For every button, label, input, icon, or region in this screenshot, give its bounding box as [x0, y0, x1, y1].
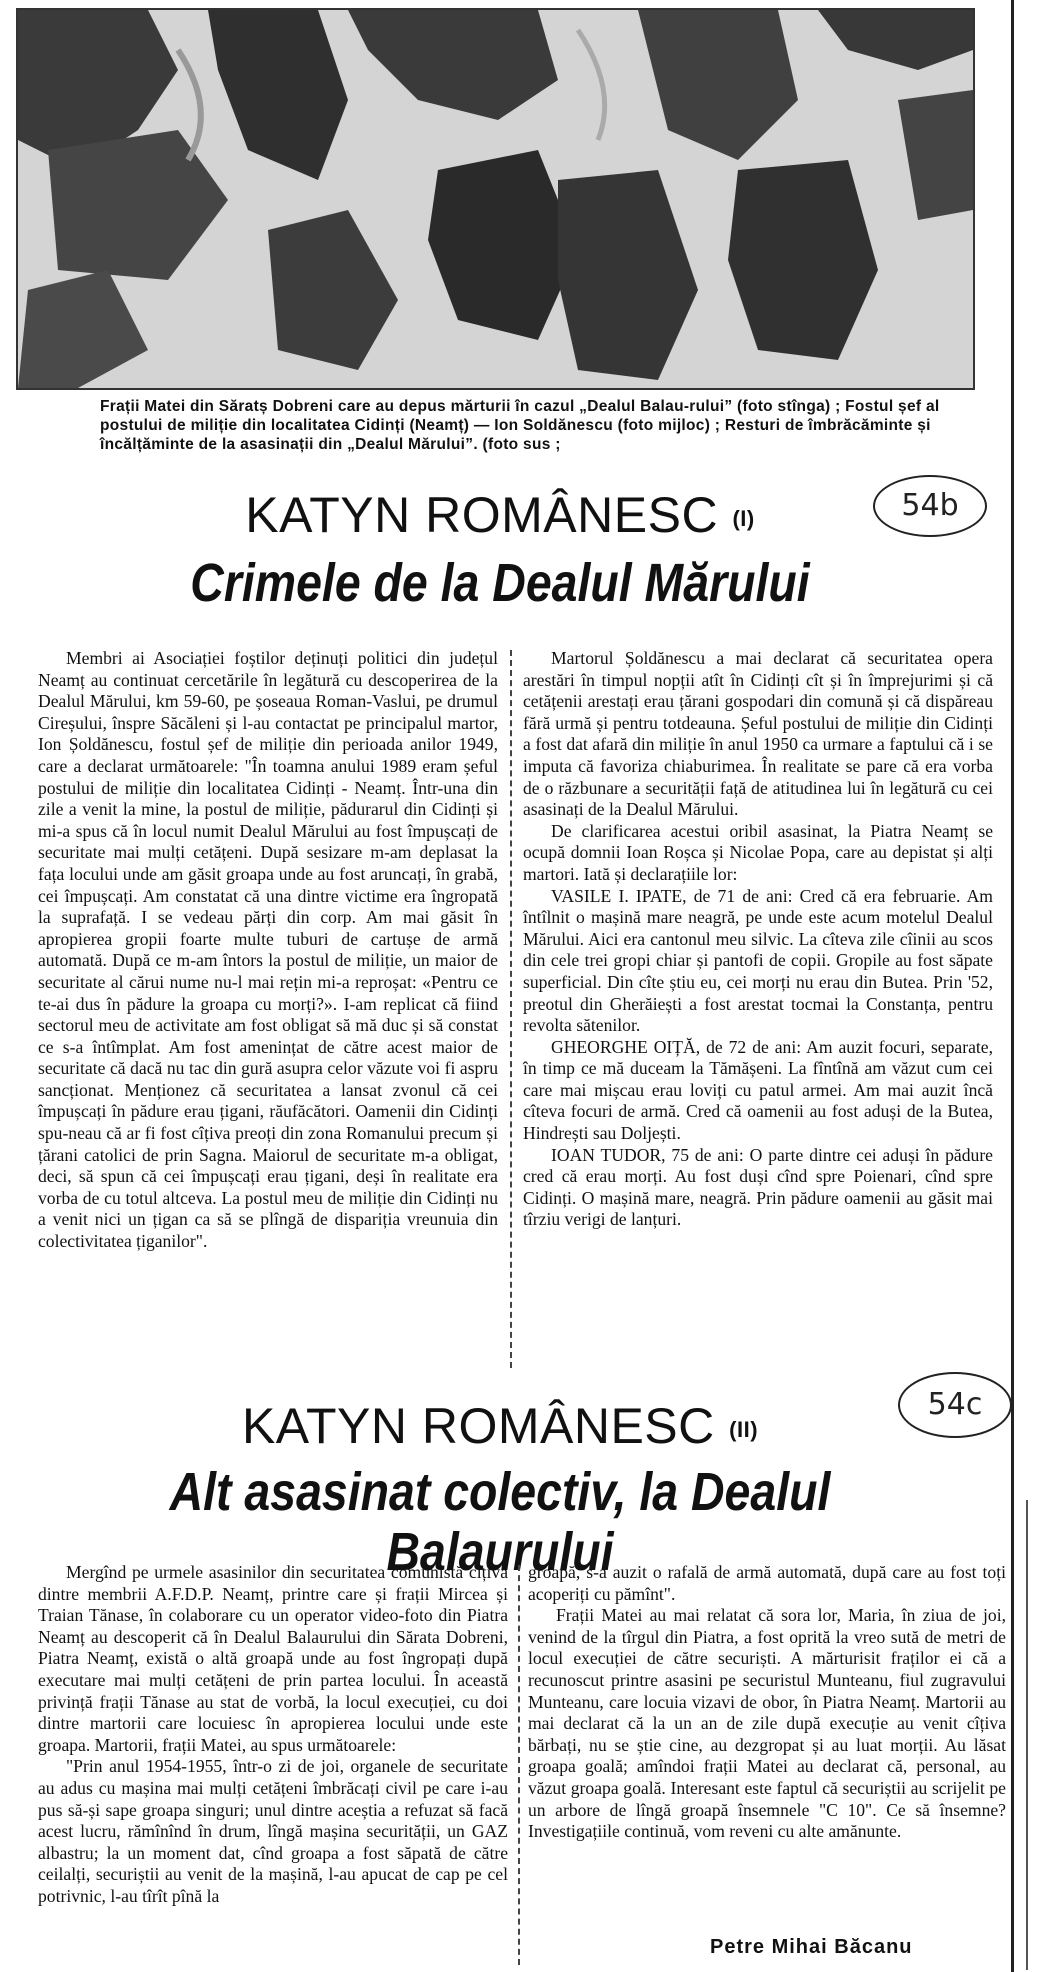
clothing-remains-photo: [16, 8, 975, 390]
page-edge-line: [1011, 0, 1014, 1972]
article1-right-paragraph: GHEORGHE OIȚĂ, de 72 de ani: Am auzit focuri, separate, în timp ce mă duceam la Tămășeni. La fîntînă am văzut cum cei care mai mișcau erau loviți cu patul armei. Am mai auzit încă cîteva focuri de armă. Cred că oamenii au fost aduși de la Butea, Hindrești sau Doljești.: [523, 1036, 993, 1144]
article2-signature: Petre Mihai Băcanu: [710, 1936, 913, 1958]
article1-right-column: [523, 648, 993, 1231]
photo-clothing-remains-icon: [18, 10, 973, 388]
article1-handwritten-note: 54b: [873, 475, 987, 537]
article1-right-paragraph: Martorul Șoldănescu a mai declarat că securitatea opera arestări în timpul nopții atît în Cidinți cît și în împrejurimi și că cetățenii arestați erau țărani gospodari din comună și că dispăreau fără urmă și pentru totdeauna. Șeful postului de miliție din Cidinți a fost dat afară din miliție în anul 1950 ca urmare a faptului că i se imputa că favoriza chiaburimea. În realitate se pare că era vorba de o răzbunare a securității față de atitudinea lui în legătură cu cei asasinați de la Dealul Mărului.: [523, 648, 993, 820]
article1-subtitle: Crimele de la Dealul Mărului: [190, 553, 810, 613]
photo-caption: Frații Matei din Săratș Dobreni care au depus mărturii în cazul „Dealul Balau-rului” (foto stînga) ; Fostul șef al postului de miliție din localitatea Cidinți (Neamț) — Ion Soldănescu (foto mijloc) ; Resturi de îmbrăcăminte și încălțăminte de la asasinații din „Dealul Mărului”. (foto sus ;: [100, 398, 940, 453]
page-edge-line-lower: [1026, 1500, 1028, 1970]
article1-left-paragraph: Membri ai Asociației foștilor deținuți politici din județul Neamț au continuat cercetările în legătură cu descoperirea de la Dealul Mărului, km 59-60, pe șoseaua Roman-Vaslui, pe drumul Cireșului, înspre Săcăleni și l-au contactat pe principalul martor, Ion Șoldănescu, fostul șef de miliție din perioada anilor 1949, care a declarat următoarele: "În toamna anului 1989 eram șeful postului de miliție din localitatea Cidinți - Neamț. Într-una din zile a venit la mine, la postul de miliție, pădurarul din Cidinți și mi-a spus că în locul numit Dealul Mărului au fost împușcați de securitate mai mulți cetățeni. După sesizare m-am deplasat la fața locului unde am găsit groapa unde au fost aruncați, în grabă, cei împușcați. Am constatat că una dintre victime era îngropată la suprafață. I se vedeau părți din corp. Am mai găsit în apropierea gropii foarte multe tuburi de cartușe de armă automată. După ce m-am întors la postul de miliție, un maior de securitate al cărui nume nu-l mai rețin mi-a reproșat: «Pentru ce te-ai dus în pădure la groapa cu morți?». I-am replicat că fiind sectorul meu de activitate am fost obligat să mă duc și să constat ce s-a întîmplat. Am fost amenințat de către acest maior de securitate că dacă nu tac din gură asupra celor văzute voi fi aspru sancționat. Menționez că securitatea a lansat zvonul că cei împușcați în pădure erau țigani, răufăcători. Oamenii din Cidinți spu-neau că ar fi fost cîțiva preoți din zona Romanului precum și țărani catolici de prin Sagna. Maiorul de securitate m-a obligat, deci, să spun că cei împușcați erau țigani, deși în realitate era vorba de cu totul altceva. La postul meu de miliție din Cidinți nu a venit nici un țigan ca să se plîngă de dispariția vreunuia din colectivitatea țiganilor".: [38, 648, 498, 1252]
article2-column-divider: [518, 1565, 520, 1965]
article1-column-divider: [510, 650, 512, 1368]
article1-headline-text: KATYN ROMÂNESC: [245, 487, 719, 543]
article1-left-column: [38, 648, 498, 1253]
article1-right-paragraph: De clarificarea acestui oribil asasinat, la Piatra Neamț se ocupă domnii Ioan Roșca și Nicolae Popa, care au depistat și alți martori. Iată și declarațiile lor:: [523, 820, 993, 884]
article2-right-column: [528, 1562, 1006, 1843]
article1-right-paragraph: IOAN TUDOR, 75 de ani: O parte dintre cei aduși în pădure cred că erau morți. Au fost duși cînd spre Poienari, cînd spre Cidinți. O mașină mare, neagră. Prin pădure oamenii au găsit mai tîrziu verigi de lanțuri.: [523, 1144, 993, 1230]
article2-headline-number: (II): [729, 1416, 759, 1442]
article2-left-paragraph: Mergînd pe urmele asasinilor din securitatea comunistă cîțiva dintre membrii A.F.D.P. Neamț, printre care și frații Mircea și Traian Tănase, în colaborare cu un operator video-foto din Piatra Neamț au descoperit că în Dealul Balaurului din Sărata Dobreni, Piatra Neamț, există o altă groapă unde au fost îngropați după executare mai mulți cetățeni de prin partea locului. În această privință frații Tănase au stat de vorbă, la locul execuției, cu doi dintre martorii care locuiesc în apropierea locului unde este groapa. Martorii, frații Matei, au spus următoarele:: [38, 1562, 508, 1755]
article1-right-paragraph: VASILE I. IPATE, de 71 de ani: Cred că era februarie. Am întîlnit o mașină mare neagră, pe unde este acum motelul Dealul Mărului. Aici era cantonul meu silvic. La cîteva zile cîinii au scos din cele trei gropi chiar și pantofi de copii. Gropile au fost săpate superficial. Din cîte știu eu, cei morți nu erau din Butea. Prin '52, preotul din Gherăiești a fost arestat tocmai la Constanța, pentru revolta sătenilor.: [523, 885, 993, 1036]
article2-headline-text: KATYN ROMÂNESC: [241, 1398, 715, 1454]
article1-headline-number: (I): [732, 505, 755, 531]
article2-handwritten-note: 54c: [898, 1372, 1012, 1438]
article2-right-paragraph: groapă, s-a auzit o rafală de armă automată, după care au fost toți acoperiți cu pămînt".: [528, 1562, 1006, 1604]
article1-headline: [0, 487, 1000, 547]
article2-left-paragraph: "Prin anul 1954-1955, într-o zi de joi, organele de securitate au adus cu mașina mai mulți cetățeni îmbrăcați civil pe care i-au pus să-și sape groapa singuri; unul dintre aceștia a refuzat să facă acest lucru, rămînînd în drum, lîngă mașina securității, un GAZ albastru; la un moment dat, cînd groapa a fost săpată de către ceilalți, securiștii au venit de la mașină, l-au apucat de cap pe cel potrivnic, l-au tîrît pînă la: [38, 1756, 508, 1906]
article2-right-paragraph: Frații Matei au mai relatat că sora lor, Maria, în ziua de joi, venind de la tîrgul din Piatra, a fost oprită la vreo sută de metri de locul execuției de către securiști. A mărturisit fraților ei că a recunoscut printre asasini pe securistul Munteanu, fiul zugravului Munteanu, care locuia vizavi de obor, în Piatra Neamț. Martorii au mai declarat că la un an de zile după execuție au venit cîțiva bărbați, nu se știe cine, au dezgropat și au luat morții. Au lăsat groapa goală; amîndoi frații Matei au declarat că, personal, au văzut groapa goală. Interesant este faptul că securiștii au scrijelit pe un arbore de lîngă groapă însemnele "C 10". Ce să însemne? Investigațiile continuă, vom reveni cu alte amănunte.: [528, 1605, 1006, 1842]
article2-headline: [0, 1398, 1000, 1458]
article2-left-column: [38, 1562, 508, 1908]
article2-subtitle: Alt asasinat colectiv, la Dealul Balaurului: [169, 1462, 831, 1582]
